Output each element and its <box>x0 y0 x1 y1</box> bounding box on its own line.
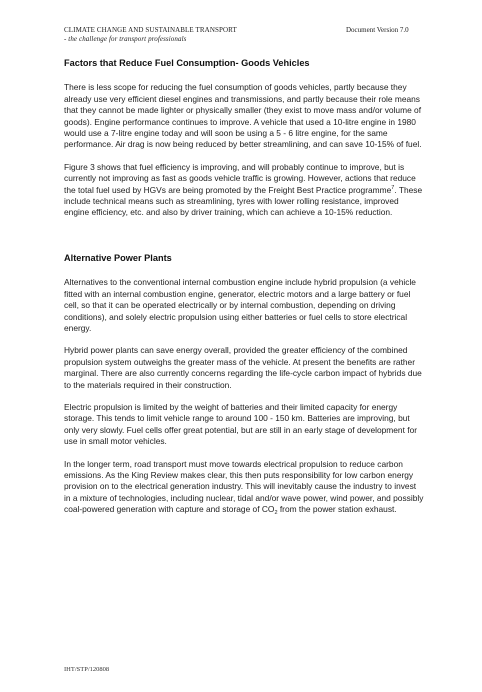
subscript: 2 <box>274 510 278 517</box>
paragraph-hybrid: Hybrid power plants can save energy overall, provided the greater efficiency of the combined propulsion system outweighs the greater mass of the vehicle. At present the benefits are rather marginal. There are also currently concerns regarding the life-cycle carbon impact of hybrids due to the materials required in their construction. <box>64 345 422 390</box>
section-heading-alternative-power: Alternative Power Plants <box>64 252 172 263</box>
paragraph-text: . These include technical means such as streamlining, tyres with lower rolling resistance, improved engine efficiency, etc. and also by driver training, which can achieve a 10-15% reduction. <box>64 184 423 218</box>
footnote-reference: 7 <box>391 184 395 191</box>
document-header <box>64 26 237 44</box>
header-title: CLIMATE CHANGE AND SUSTAINABLE TRANSPORT <box>64 26 237 34</box>
document-version: Document Version 7.0 <box>346 26 409 34</box>
paragraph-text: In the longer term, road transport must move towards electrical propulsion to reduce carbon emissions. As the King Review makes clear, this then puts responsibility for low carbon energy provision on to the electrical generation industry. This will inevitably cause the industry to invest in a mixture of technologies, including nuclear, tidal and/or wave power, wind power, and possibly coal-powered generation with capture and storage of CO <box>64 458 424 515</box>
paragraph-alternatives: Alternatives to the conventional internal combustion engine include hybrid propulsion (a vehicle fitted with an internal combustion engine, generator, electric motors and a large battery or fuel cell, so that it can be operated electrically or by internal combustion, depending on driving conditions), and solely electric propulsion using either batteries or fuel cells to store electrical energy. <box>64 277 416 333</box>
section-heading-fuel-consumption: Factors that Reduce Fuel Consumption- Goods Vehicles <box>64 58 310 68</box>
header-subtitle: - the challenge for transport professionals <box>64 35 187 43</box>
paragraph-longer-term <box>64 459 424 516</box>
document-body <box>64 58 424 527</box>
paragraph-text: Figure 3 shows that fuel efficiency is improving, and will probably continue to improve, but is currently not improving as fast as goods vehicle traffic is growing. However, actions that reduce the total fuel used by HGVs are being promoted by the Freight Best Practice programme <box>64 161 416 195</box>
paragraph-goods-vehicles-scope: There is less scope for reducing the fuel consumption of goods vehicles, partly because they already use very efficient diesel engines and transmissions, and partly because their role means that they cannot be made lighter or physically smaller (they exist to move mass and/or volume of goods). Engine performance continues to improve. A vehicle that used a 10-litre engine in 1980 would use a 7-litre engine today and will soon be using a 5 - 6 litre engine, for the same performance. Air drag is now being reduced by better streamlining, and can save 10-15% of fuel. <box>64 82 422 150</box>
paragraph-text: from the power station exhaust. <box>277 504 397 515</box>
footer-code: IHT/STP/120808 <box>64 666 110 673</box>
paragraph-electric: Electric propulsion is limited by the weight of batteries and their limited capacity for energy storage. This tends to limit vehicle range to around 100 - 150 km. Batteries are improving, but only very slowly. Fuel cells offer great potential, but are still in an early stage of development for use in small motor vehicles. <box>64 401 418 447</box>
paragraph-fuel-efficiency <box>64 162 424 219</box>
